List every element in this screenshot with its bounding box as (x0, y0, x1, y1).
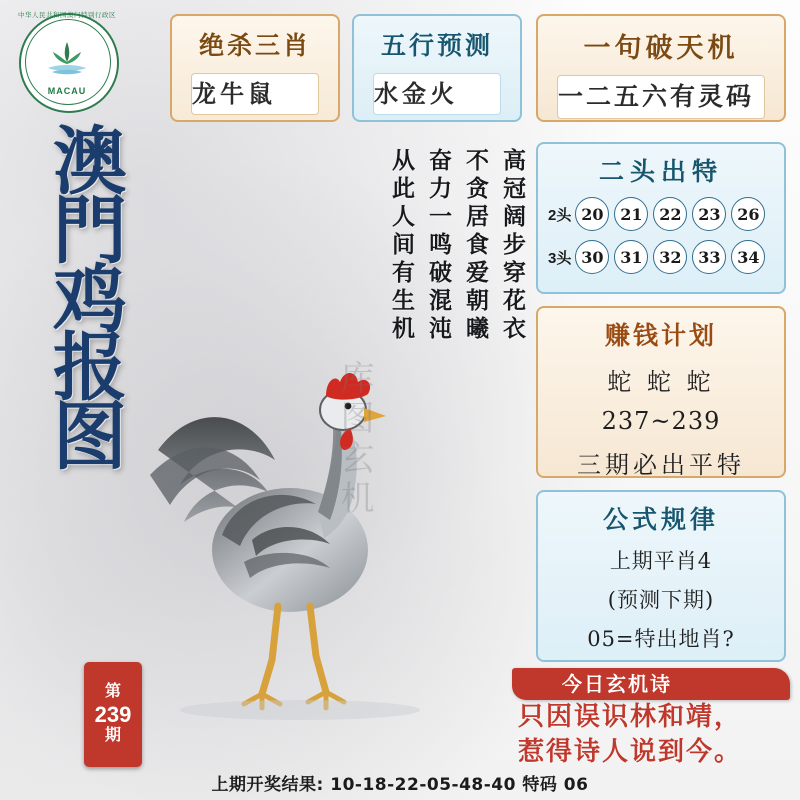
number-ball: 20 (575, 197, 609, 231)
number-ball: 23 (692, 197, 726, 231)
number-ball: 30 (575, 240, 609, 274)
emblem-bottom-text: MACAU (47, 86, 87, 96)
card-gongshi-line3: 05=特出地肖? (587, 627, 735, 651)
card-sanxiao-value: 龙牛鼠 (191, 73, 319, 115)
card-zhuanqian-title: 赚钱计划 (604, 321, 717, 350)
title-char-1: 澳 (53, 119, 127, 205)
issue-badge (84, 662, 142, 767)
card-zhuanqian-line2: 237~239 (601, 407, 721, 435)
title-char-5: 图 (53, 394, 127, 481)
number-ball: 21 (614, 197, 648, 231)
table-row (548, 197, 784, 231)
poem-line-2: 不贪居食爱朝曦 (462, 148, 489, 344)
day-poem-line-1: 只因误识林和靖， (517, 702, 742, 732)
poem-line-3: 奋力一鸣破混沌 (425, 148, 452, 344)
day-poem-line-2: 惹得诗人说到今。 (517, 737, 742, 768)
card-zhuanqian-line1: 蛇 蛇 蛇 (607, 368, 715, 396)
number-ball: 32 (653, 240, 687, 274)
card-ertou-title: 二头出特 (598, 157, 723, 186)
lotus-icon (44, 38, 90, 78)
card-zhuanqian-line3: 三期必出平特 (577, 451, 745, 479)
card-potianji-value: 一二五六有灵码 (557, 75, 765, 119)
issue-suffix: 期 (104, 727, 121, 745)
row-label-3tou: 3头 (548, 249, 572, 267)
card-zhuanqian (536, 306, 786, 478)
number-ball: 33 (692, 240, 726, 274)
page-title (20, 119, 160, 481)
card-ertou (536, 142, 786, 294)
macau-emblem (14, 8, 124, 118)
footer-result: 上期开奖结果: 10-18-22-05-48-40 特码 06 (211, 775, 589, 795)
day-poem (470, 700, 790, 770)
number-ball: 22 (653, 197, 687, 231)
card-gongshi-line2: (预测下期) (607, 588, 715, 612)
title-char-4: 报 (53, 325, 127, 412)
card-wuxing-title: 五行预测 (380, 31, 493, 60)
card-potianji (536, 14, 786, 122)
poem-line-1: 高冠阔步穿花衣 (499, 148, 526, 344)
number-ball: 34 (731, 240, 765, 274)
card-wuxing (352, 14, 522, 122)
title-char-3: 鸡 (53, 256, 127, 343)
card-gongshi-line1: 上期平肖4 (609, 549, 713, 573)
watermark-text: 库图玄机 (334, 360, 374, 520)
card-sanxiao-title: 绝杀三肖 (198, 31, 311, 60)
day-poem-banner (512, 668, 790, 700)
poem-block (385, 148, 529, 438)
title-char-2: 門 (53, 187, 127, 274)
card-gongshi (536, 490, 786, 662)
issue-label: 第 (104, 683, 121, 701)
row-label-2tou: 2头 (548, 206, 572, 224)
number-ball: 26 (731, 197, 765, 231)
emblem-top-text: 中华人民共和国澳门特别行政区 (18, 12, 116, 19)
number-ball: 31 (614, 240, 648, 274)
table-row (548, 240, 784, 274)
card-potianji-title: 一句破天机 (583, 33, 739, 64)
card-sanxiao (170, 14, 340, 122)
poem-line-4: 从此人间有生机 (388, 148, 415, 344)
banner-label: 今日玄机诗 (562, 672, 672, 696)
card-wuxing-value: 水金火 (373, 73, 501, 115)
card-gongshi-title: 公式规律 (602, 505, 719, 534)
issue-number: 239 (94, 701, 132, 727)
